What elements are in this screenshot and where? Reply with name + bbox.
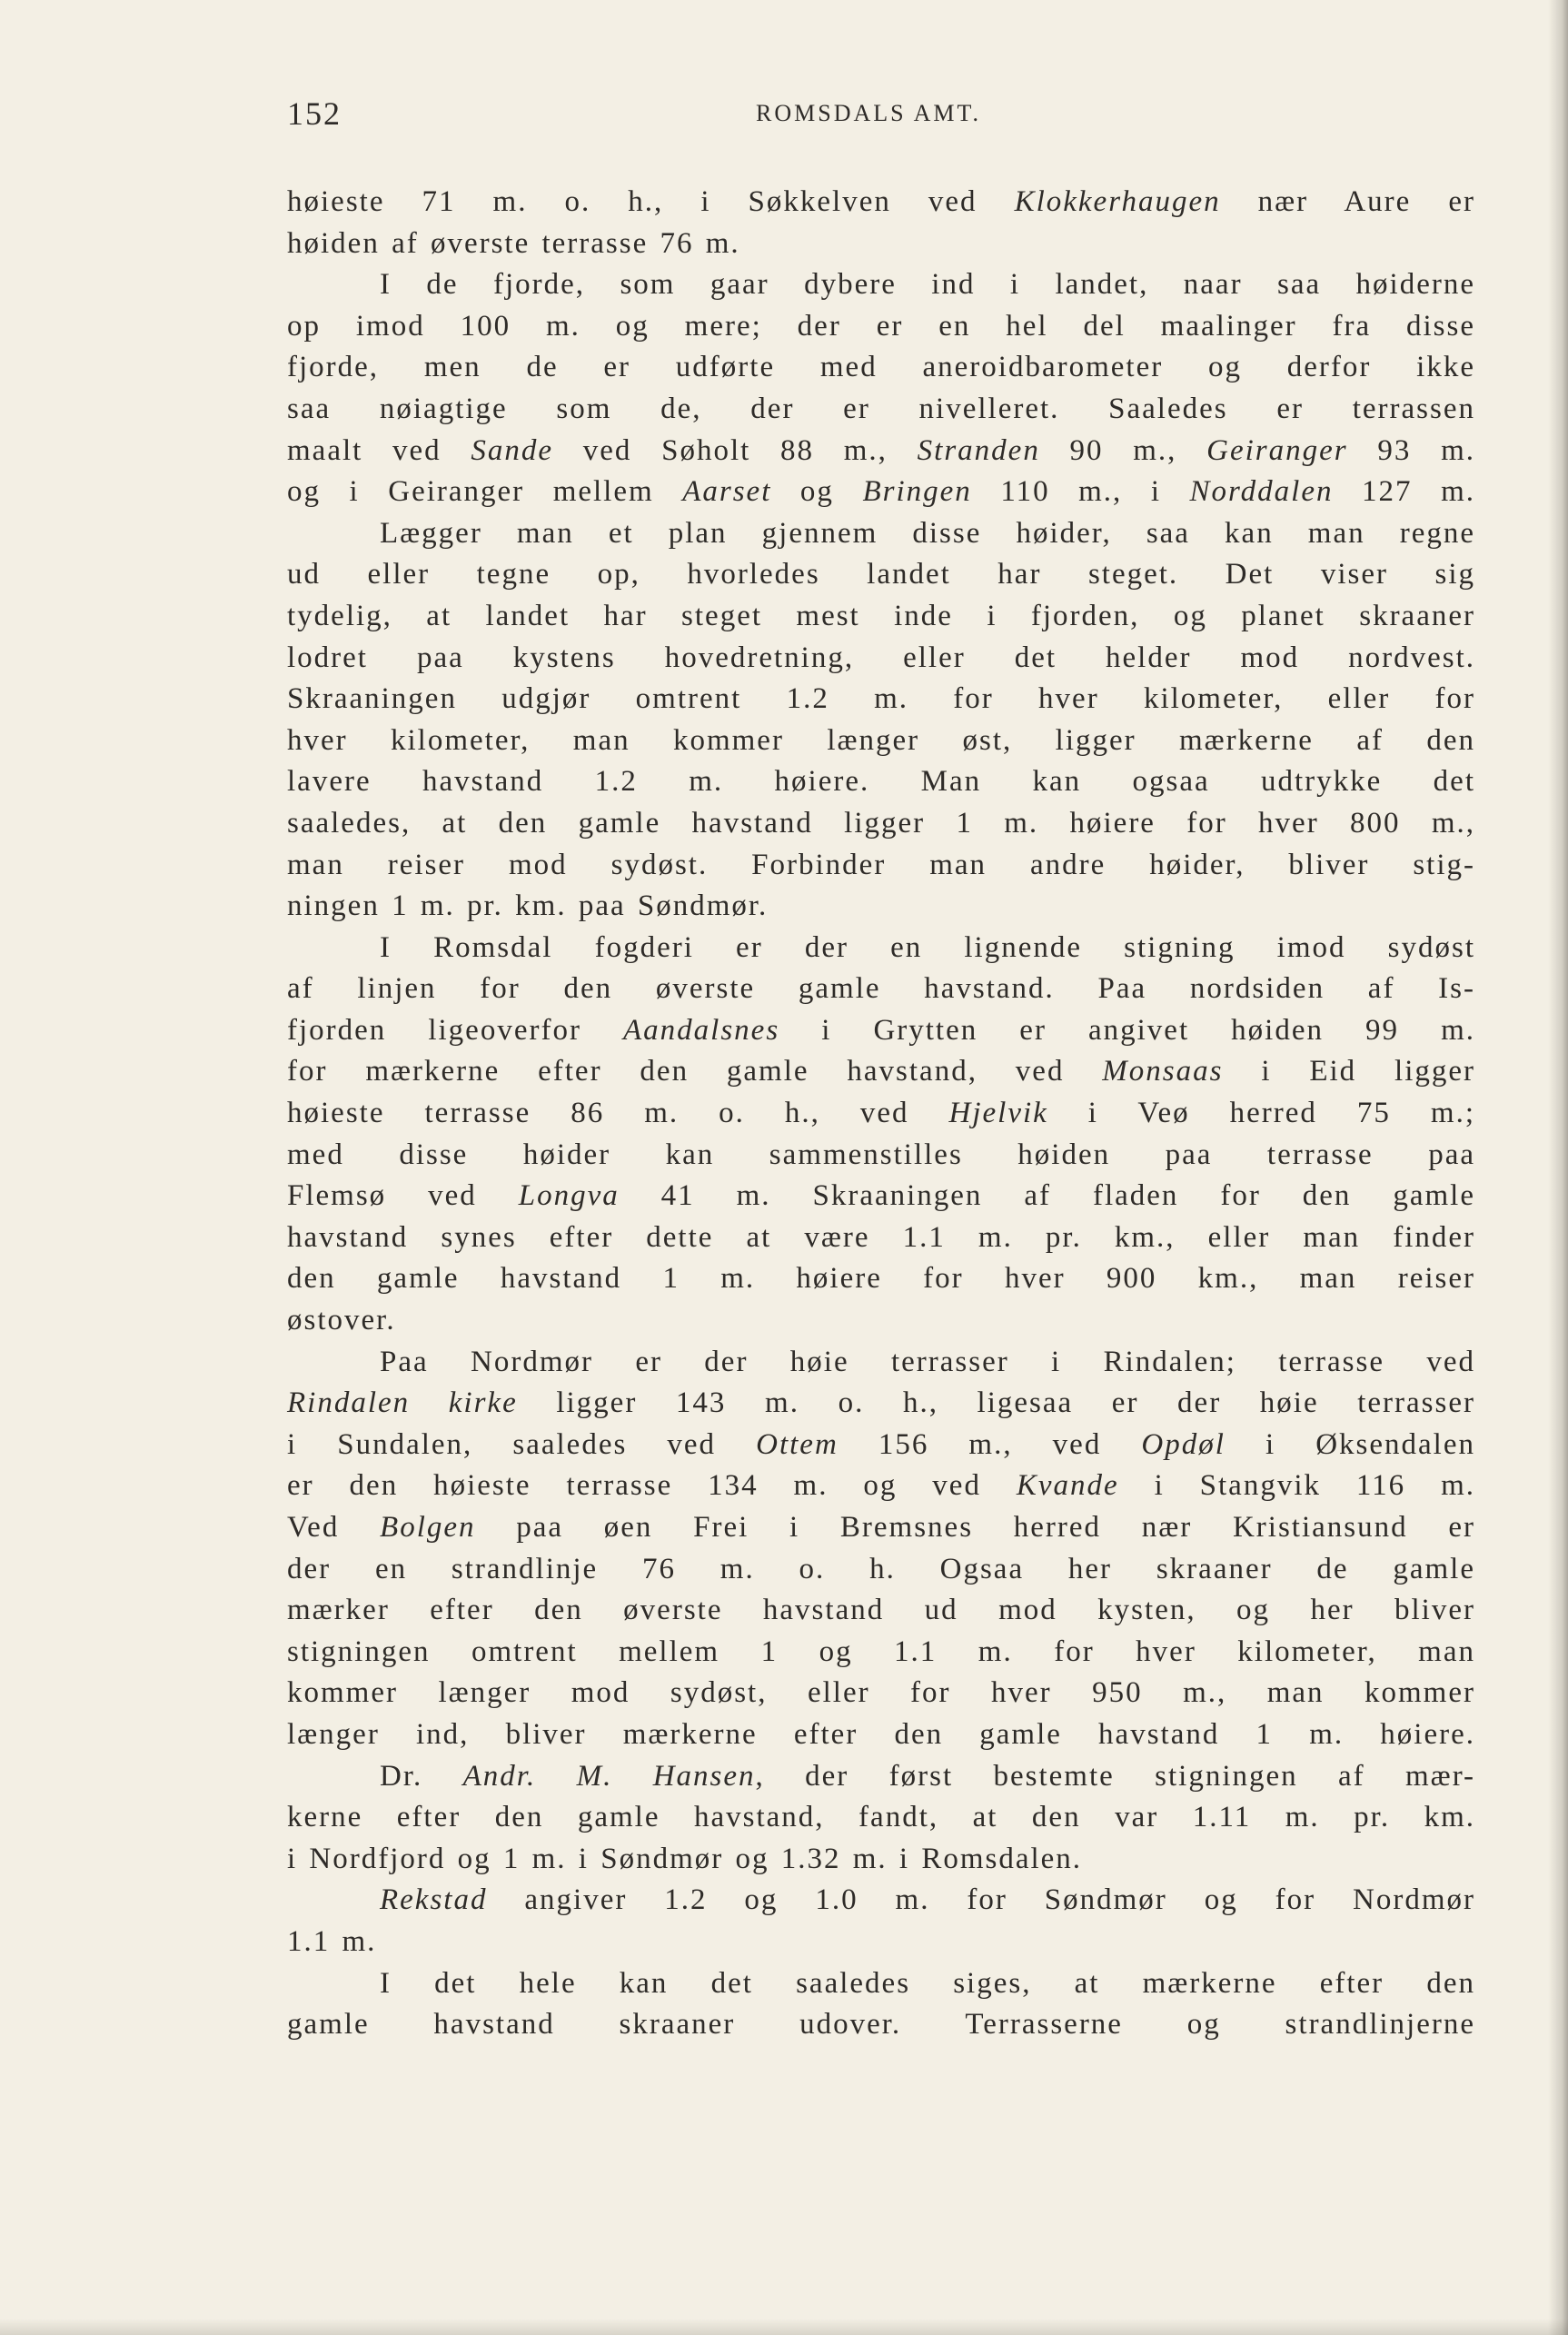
body-text [287,182,1475,2046]
text-line: saa nøiagtige som de, der er nivelleret. Saaledes er terrassen [287,392,1475,425]
text-line: høiden af øverste terrasse 76 m. [287,226,740,260]
text-line: fjorden ligeoverfor Aandalsnes i Grytten er angivet høiden 99 m. [287,1013,1475,1047]
text-line: og i Geiranger mellem Aarset og Bringen 110 m., i Norddalen 127 m. [287,475,1475,509]
text-line: for mærkerne efter den gamle havstand, ved Monsaas i Eid ligger [287,1055,1475,1088]
text-line: hver kilometer, man kommer længer øst, ligger mærkerne af den [287,723,1475,757]
text-line: af linjen for den øverste gamle havstand. Paa nordsiden af Is- [287,972,1475,1006]
text-line: Dr. Andr. M. Hansen, der først bestemte stigningen af mær- [380,1759,1476,1793]
text-line: saaledes, at den gamle havstand ligger 1 m. høiere for hver 800 m., [287,806,1475,840]
text-line: tydelig, at landet har steget mest inde i fjorden, og planet skraaner [287,599,1475,632]
text-line: den gamle havstand 1 m. høiere for hver 900 km., man reiser [287,1262,1475,1296]
text-line: længer ind, bliver mærkerne efter den gamle havstand 1 m. høiere. [287,1717,1475,1751]
page-bottom-shadow [0,2319,1568,2335]
text-line: i Sundalen, saaledes ved Ottem 156 m., ved Opdøl i Øksendalen [287,1427,1475,1461]
text-line: høieste terrasse 86 m. o. h., ved Hjelvik i Veø herred 75 m.; [287,1097,1475,1130]
text-line: høieste 71 m. o. h., i Søkkelven ved Klokkerhaugen nær Aure er [287,185,1475,218]
text-line: Flemsø ved Longva 41 m. Skraaningen af fladen for den gamle [287,1179,1475,1213]
text-line: man reiser mod sydøst. Forbinder man andre høider, bliver stig- [287,848,1475,881]
text-line: er den høieste terrasse 134 m. og ved Kvande i Stangvik 116 m. [287,1469,1475,1503]
text-line: I Romsdal fogderi er der en lignende stigning imod sydøst [380,930,1475,964]
text-line: I det hele kan det saaledes siges, at mærkerne efter den [380,1966,1475,2000]
text-line: kommer længer mod sydøst, eller for hver 950 m., man kommer [287,1676,1475,1710]
text-line: op imod 100 m. og mere; der er en hel del maalinger fra disse [287,309,1475,343]
text-line: Paa Nordmør er der høie terrasser i Rindalen; terrasse ved [380,1345,1475,1378]
text-line: østover. [287,1304,396,1337]
text-line: kerne efter den gamle havstand, fandt, at den var 1.11 m. pr. km. [287,1801,1475,1834]
text-line: 1.1 m. [287,1924,377,1958]
page-number: 152 [287,95,342,132]
text-line: Skraaningen udgjør omtrent 1.2 m. for hver kilometer, eller for [287,682,1475,716]
text-line: havstand synes efter dette at være 1.1 m. pr. km., eller man finder [287,1220,1475,1254]
running-title: ROMSDALS AMT. [756,100,982,126]
text-line: gamle havstand skraaner udover. Terrasserne og strandlinjerne [287,2008,1475,2042]
text-line: lavere havstand 1.2 m. høiere. Man kan ogsaa udtrykke det [287,765,1475,799]
text-line: lodret paa kystens hovedretning, eller det helder mod nordvest. [287,641,1475,674]
text-line: fjorde, men de er udførte med aneroidbarometer og derfor ikke [287,351,1475,384]
page-edge-shadow [1548,0,1568,2335]
text-line: Rekstad angiver 1.2 og 1.0 m. for Søndmør og for Nordmør [380,1883,1475,1917]
text-line: i Nordfjord og 1 m. i Søndmør og 1.32 m. i Romsdalen. [287,1842,1083,1875]
text-line: stigningen omtrent mellem 1 og 1.1 m. for hver kilometer, man [287,1634,1475,1668]
text-line: Ved Bolgen paa øen Frei i Bremsnes herred nær Kristiansund er [287,1511,1475,1544]
text-line: I de fjorde, som gaar dybere ind i landet, naar saa høiderne [380,268,1475,302]
text-line: maalt ved Sande ved Søholt 88 m., Stranden 90 m., Geiranger 93 m. [287,433,1475,467]
text-line: ud eller tegne op, hvorledes landet har steget. Det viser sig [287,558,1475,591]
text-line: med disse høider kan sammenstilles høiden paa terrasse paa [287,1138,1475,1171]
text-line: mærker efter den øverste havstand ud mod kysten, og her bliver [287,1594,1475,1627]
text-line: Rindalen kirke ligger 143 m. o. h., ligesaa er der høie terrasser [287,1386,1475,1420]
page-header [287,94,1475,140]
text-line: der en strandlinje 76 m. o. h. Ogsaa her skraaner de gamle [287,1552,1475,1585]
text-line: ningen 1 m. pr. km. paa Søndmør. [287,889,769,923]
text-line: Lægger man et plan gjennem disse høider, saa kan man regne [380,516,1475,550]
